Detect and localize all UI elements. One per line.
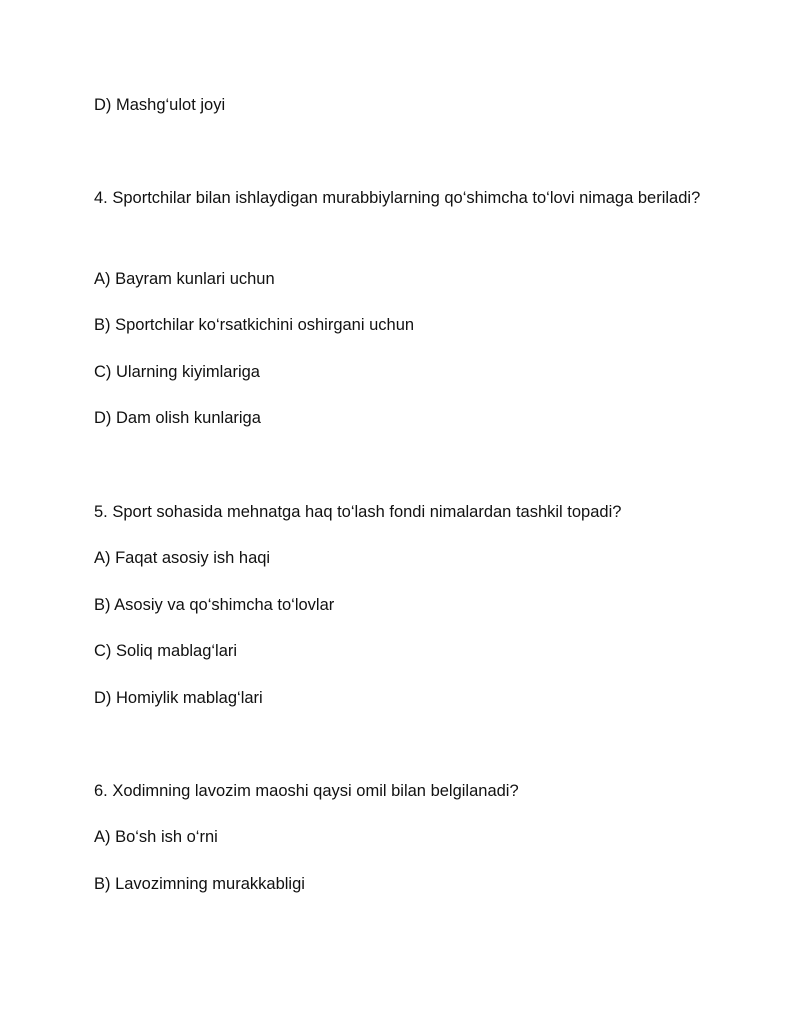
answer-option: D) Dam olish kunlariga — [94, 409, 261, 427]
answer-option: A) Bayram kunlari uchun — [94, 270, 275, 288]
answer-option: D) Homiylik mablag‘lari — [94, 689, 263, 707]
answer-option: C) Ularning kiyimlariga — [94, 363, 260, 381]
answer-option: A) Faqat asosiy ish haqi — [94, 549, 271, 567]
answer-option: C) Soliq mablag‘lari — [94, 642, 238, 660]
answer-option: B) Lavozimning murakkabligi — [94, 875, 305, 893]
answer-option: A) Bo‘sh ish o‘rni — [94, 828, 218, 846]
question-text: 4. Sportchilar bilan ishlaydigan murabbiylarning qo‘shimcha to‘lovi nimaga beriladi? — [94, 189, 701, 207]
question-text: 6. Xodimning lavozim maoshi qaysi omil bilan belgilanadi? — [94, 782, 519, 800]
answer-option: B) Sportchilar ko‘rsatkichini oshirgani uchun — [94, 316, 415, 334]
answer-option: D) Mashg‘ulot joyi — [94, 96, 226, 114]
question-text: 5. Sport sohasida mehnatga haq to‘lash fondi nimalardan tashkil topadi? — [94, 503, 622, 521]
answer-option: B) Asosiy va qo‘shimcha to‘lovlar — [94, 596, 335, 614]
